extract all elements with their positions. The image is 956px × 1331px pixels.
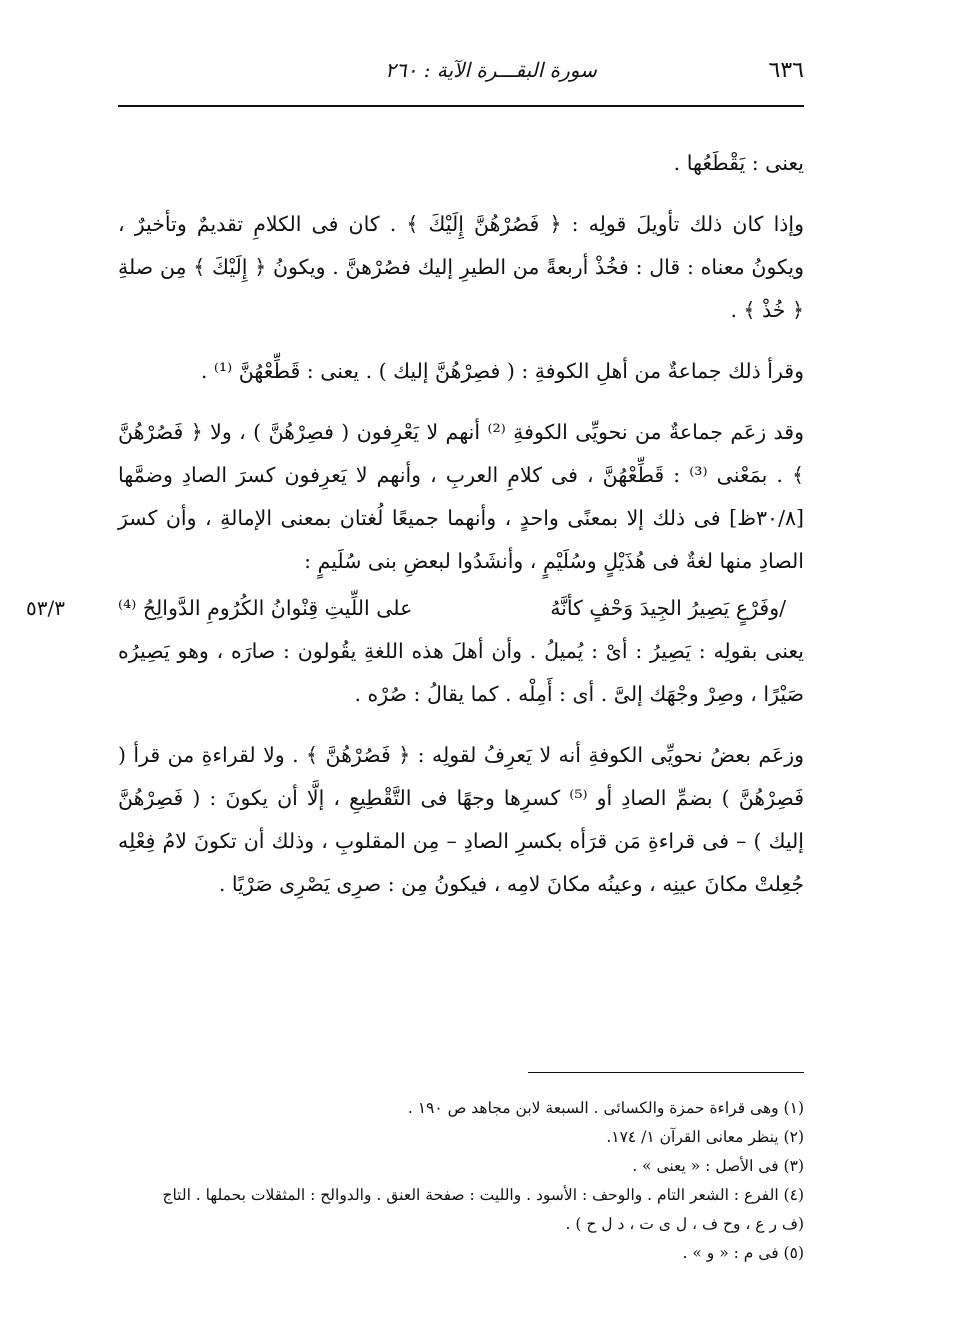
main-text	[26, 142, 805, 906]
margin-reference: ٥٣/٣	[26, 596, 65, 620]
footnote-4-continued: (ف ر ع ، وح ف ، ل ى ت ، د ل ح ) .	[565, 1215, 804, 1233]
header-divider	[118, 105, 804, 107]
footnote-4: (٤) الفرع : الشعر التام . والوحف : الأسود . والليت : صفحة العنق . والدوالح : المثقلات بحملها . التاج	[162, 1186, 804, 1204]
paragraph-4: وقد زعَم جماعةٌ من نحويِّى الكوفةِ ⁽²⁾ أنهم لا يَعْرِفون ( فصِرْهُنَّ ) ، ولا ﴿ فَصُرْهُنَّ ﴾ . بمَعْنى ⁽³⁾ : قَطِّعْهُنَّ ، فى كلامِ العربِ ، وأنهم لا يَعرِفون كسرَ الصادِ وضمَّها [٣٠/٨ظ] فى ذلك إلا بمعنًى واحدٍ ، وأنهما جميعًا لُغتان بمعنى الإمالةِ ، وأن كسرَ الصادِ منها لغةٌ فى هُذَيْلٍ وسُلَيْمٍ ، وأنشَدُوا لبعضِ بنى سُلَيمٍ :	[118, 420, 804, 573]
page-header	[118, 50, 804, 100]
paragraph-2: وإذا كان ذلك تأويلَ قولِه : ﴿ فَصُرْهُنَّ إِلَيْكَ ﴾ . كان فى الكلامِ تقديمٌ وتأخيرٌ ، ويكونُ معناه : قال : فخُذْ أربعةً من الطيرِ إليك فصُرْهنَّ . ويكونُ ﴿ إِلَيْكَ ﴾ مِن صلةِ ﴿ خُذْ ﴾ .	[118, 212, 804, 322]
poetry-verse	[26, 587, 804, 630]
paragraph-3: وقرأ ذلك جماعةٌ من أهلِ الكوفةِ : ( فصِرْهُنَّ إليك ) . يعنى : قَطِّعْهُنَّ ⁽¹⁾ .	[200, 359, 804, 383]
paragraph-6: وزعَم بعضُ نحويِّى الكوفةِ أنه لا يَعرِفُ لقولِه : ﴿ فَصُرْهُنَّ ﴾ . ولا لقراءةِ من قرأ ( فَصِرْهُنَّ ) بضمِّ الصادِ أو ⁽⁵⁾ كسرِها وجهًا فى التَّقْطِيعِ ، إلَّا أن يكونَ : ( فَصِرْهُنَّ إليك ) – فى قراءةِ مَن قرَأه بكسرِ الصادِ – مِن المقلوبِ ، وذلك أن تكونَ لامُ فِعْلِه جُعِلتْ مكانَ عينِه ، وعينُه مكانَ لامِه ، فيكونُ مِن : صرِى يَصْرِى صَرْيًا .	[118, 743, 805, 896]
page-number: ٦٣٦	[768, 58, 804, 83]
footnote-2: (٢) ينظر معانى القرآن ١/ ١٧٤.	[606, 1128, 804, 1146]
footnotes	[118, 1094, 804, 1268]
footnote-3: (٣) فى الأصل : « يعنى » .	[632, 1157, 804, 1175]
footnote-5: (٥) فى م : « و » .	[682, 1244, 804, 1262]
footnote-1: (١) وهى قراءة حمزة والكسائى . السبعة لابن مجاهد ص ١٩٠ .	[407, 1099, 804, 1117]
paragraph-1: يعنى : يَقْطَعُها .	[673, 151, 804, 175]
footnote-divider	[528, 1072, 804, 1073]
running-title: سورة البقـــرة الآية : ٢٦٠	[385, 58, 597, 82]
verse-second-hemistich: على اللِّيتِ قِنْوانُ الكُرُومِ الدَّوالِحُ ⁽⁴⁾	[118, 596, 413, 620]
verse-first-hemistich: /وفَرْعٍ يَصِيرُ الجِيدَ وَحْفٍ كأنَّهُ	[550, 596, 786, 620]
paragraph-5: يعنى بقولِه : يَصِيرُ : أىْ : يُميلُ . وأن أهلَ هذه اللغةِ يقُولون : صارَه ، وهو يَصِيرُه صَيْرًا ، وصِرْ وجْهَك إلىَّ . أى : أَمِلْه . كما يقالُ : صُرْه .	[118, 639, 804, 706]
